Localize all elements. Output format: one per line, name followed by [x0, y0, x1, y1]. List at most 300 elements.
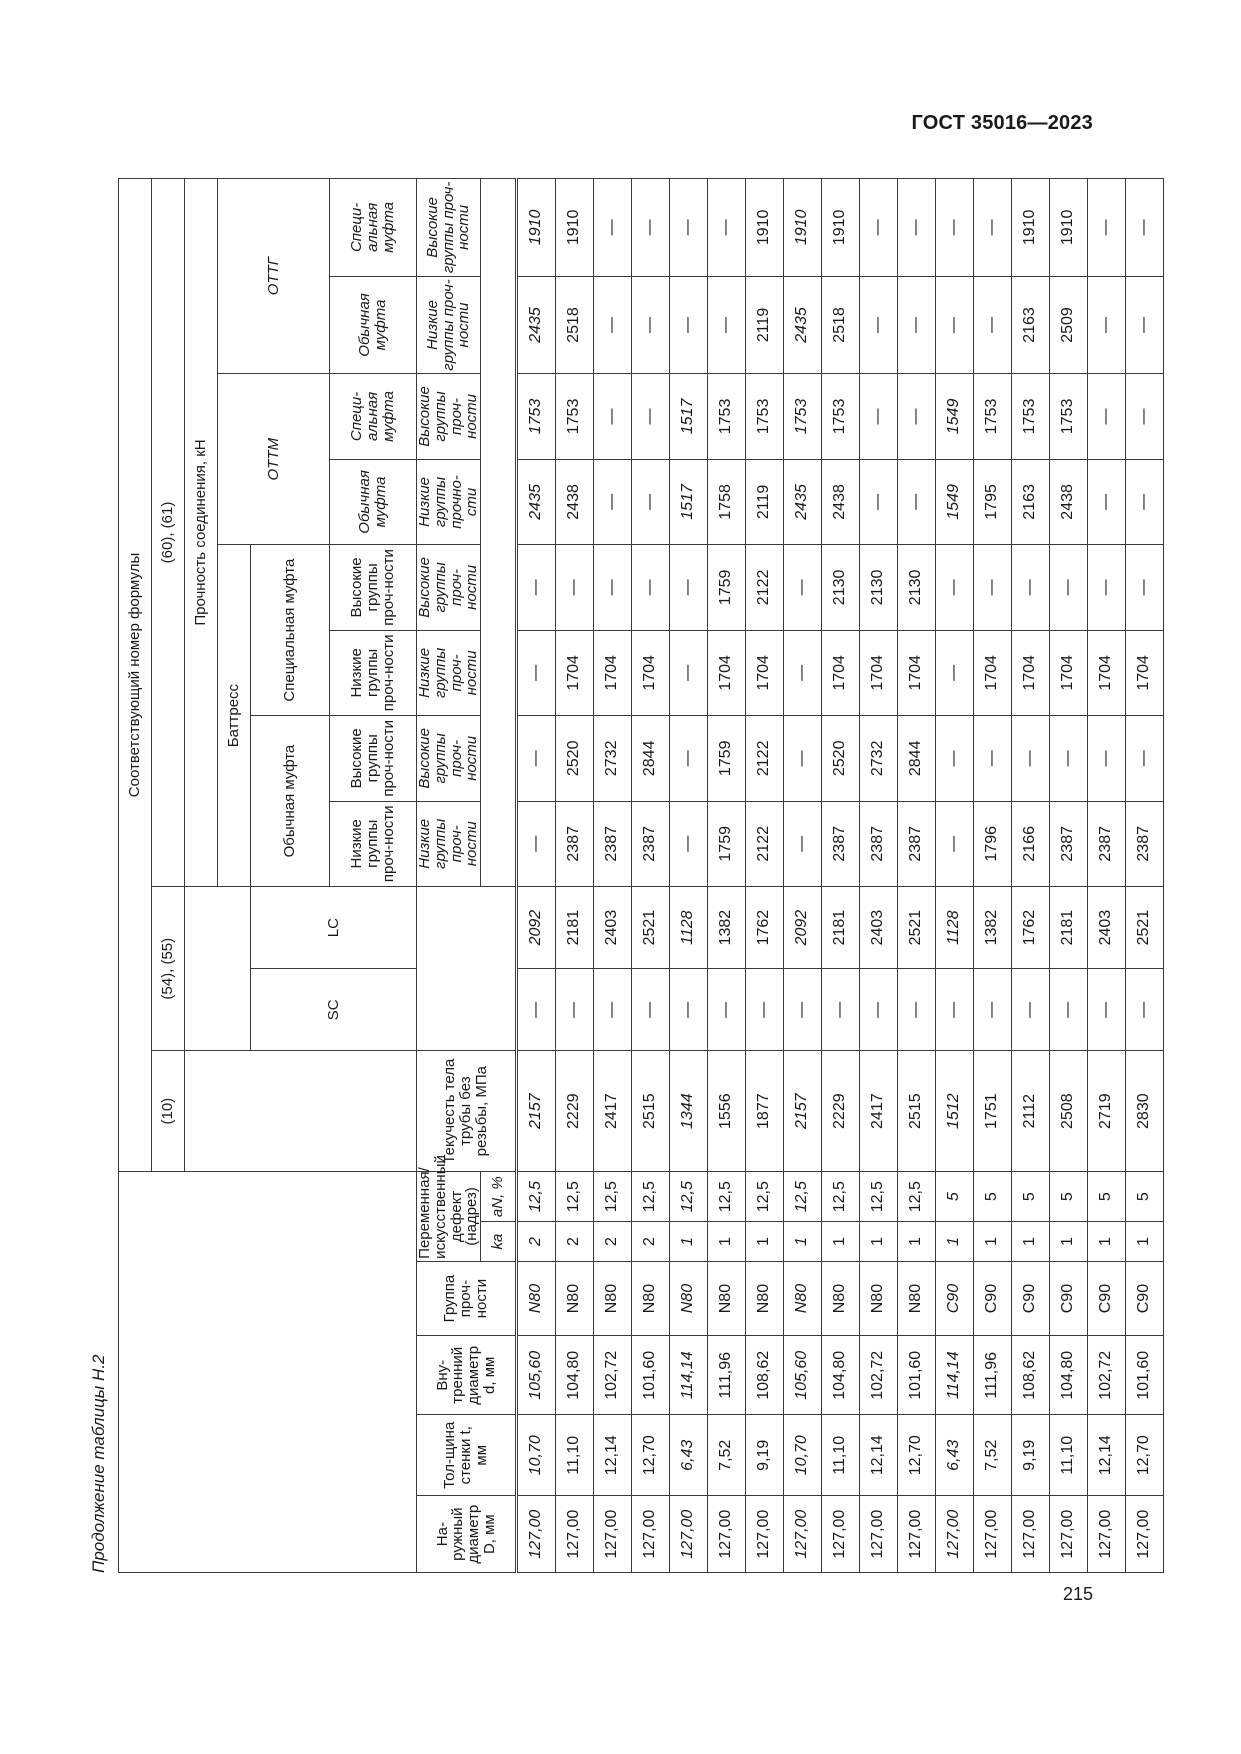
header-inner-diameter: Вну-тренний диаметр d, мм — [417, 1336, 517, 1415]
cell-D: 127,00 — [708, 1496, 746, 1573]
cell-lc: 1762 — [1012, 887, 1050, 969]
cell-group: C90 — [1088, 1261, 1126, 1336]
cell-d: 108,62 — [1012, 1336, 1050, 1415]
cell-sc: — — [822, 969, 860, 1051]
cell-t: 7,52 — [974, 1415, 1012, 1496]
cell-og-lo: — — [670, 276, 708, 374]
cell-an: 12,5 — [670, 1171, 708, 1221]
cell-br-lo: 2387 — [1088, 801, 1126, 886]
cell-bs-hi: — — [1126, 545, 1164, 630]
cell-om-hi: 1517 — [670, 374, 708, 459]
cell-lc: 1382 — [708, 887, 746, 969]
cell-lc: 2521 — [1126, 887, 1164, 969]
cell-an: 12,5 — [898, 1171, 936, 1221]
cell-an: 5 — [1012, 1171, 1050, 1221]
cell-ka: 1 — [708, 1222, 746, 1261]
cell-lc: 2092 — [517, 887, 556, 969]
cell-om-lo: 2163 — [1012, 459, 1050, 544]
cell-sc: — — [517, 969, 556, 1051]
header-yield: Текучесть тела трубы без резьбы, МПа — [417, 1051, 517, 1172]
cell-br-hi: — — [1050, 716, 1088, 801]
table-row — [1012, 179, 1050, 1573]
cell-sc: — — [936, 969, 974, 1051]
table-caption: Продолжение таблицы Н.2 — [89, 1354, 108, 1573]
table-row — [974, 179, 1012, 1573]
cell-bs-lo: 1704 — [1050, 630, 1088, 715]
header-values-gap — [481, 179, 517, 887]
cell-bs-lo: 1704 — [822, 630, 860, 715]
cell-lc: 1128 — [670, 887, 708, 969]
cell-og-lo: 2518 — [556, 276, 594, 374]
cell-an: 12,5 — [708, 1171, 746, 1221]
cell-og-hi: 1910 — [556, 179, 594, 277]
cell-og-lo: — — [1088, 276, 1126, 374]
cell-y: 2515 — [898, 1051, 936, 1172]
cell-br-hi: 2122 — [746, 716, 784, 801]
table-row — [746, 179, 784, 1573]
cell-D: 127,00 — [974, 1496, 1012, 1573]
header-ka: ka — [481, 1222, 517, 1261]
cell-br-lo: 2387 — [822, 801, 860, 886]
cell-an: 12,5 — [517, 1171, 556, 1221]
cell-om-lo: 2438 — [556, 459, 594, 544]
cell-d: 102,72 — [860, 1336, 898, 1415]
cell-br-hi: 2844 — [898, 716, 936, 801]
cell-d: 111,96 — [974, 1336, 1012, 1415]
cell-sc: — — [1012, 969, 1050, 1051]
header-bs-low: Низкие группы проч-ности — [330, 630, 417, 715]
cell-om-lo: 2438 — [1050, 459, 1088, 544]
header-bs-low-sub: Низкие группы проч-ности — [417, 630, 481, 715]
cell-og-lo: 2435 — [784, 276, 822, 374]
cell-D: 127,00 — [1050, 1496, 1088, 1573]
cell-lc: 2403 — [1088, 887, 1126, 969]
cell-an: 5 — [1088, 1171, 1126, 1221]
cell-group: N80 — [784, 1261, 822, 1336]
header-ottm: ОТТМ — [218, 374, 330, 545]
header-formula-60-61: (60), (61) — [152, 179, 185, 887]
cell-bs-hi: 2130 — [860, 545, 898, 630]
cell-br-lo: — — [936, 801, 974, 886]
cell-t: 12,14 — [860, 1415, 898, 1496]
header-joint-strength: Прочность соединения, кН — [185, 179, 218, 887]
cell-om-lo: 2435 — [784, 459, 822, 544]
cell-om-lo: — — [632, 459, 670, 544]
cell-D: 127,00 — [898, 1496, 936, 1573]
cell-y: 1751 — [974, 1051, 1012, 1172]
cell-og-hi: — — [1088, 179, 1126, 277]
table-row — [556, 179, 594, 1573]
cell-sc: — — [898, 969, 936, 1051]
cell-br-lo: — — [670, 801, 708, 886]
cell-og-lo: — — [594, 276, 632, 374]
table-row — [632, 179, 670, 1573]
cell-bs-lo: 1704 — [1088, 630, 1126, 715]
cell-y: 2830 — [1126, 1051, 1164, 1172]
cell-br-hi: — — [517, 716, 556, 801]
cell-bs-hi: — — [517, 545, 556, 630]
cell-lc: 2403 — [860, 887, 898, 969]
cell-t: 12,70 — [632, 1415, 670, 1496]
cell-br-hi: 2732 — [860, 716, 898, 801]
cell-D: 127,00 — [860, 1496, 898, 1573]
header-corner-blank — [119, 1171, 417, 1572]
header-og-high-sub: Высокие группы проч-ности — [417, 179, 481, 277]
table-row — [670, 179, 708, 1573]
cell-ka: 1 — [1012, 1222, 1050, 1261]
cell-an: 12,5 — [822, 1171, 860, 1221]
cell-om-hi: 1753 — [1012, 374, 1050, 459]
header-formula-10: (10) — [152, 1051, 185, 1172]
cell-sc: — — [1050, 969, 1088, 1051]
cell-og-lo: — — [898, 276, 936, 374]
cell-bs-hi: 2122 — [746, 545, 784, 630]
cell-t: 12,70 — [898, 1415, 936, 1496]
cell-ka: 1 — [936, 1222, 974, 1261]
cell-sc: — — [784, 969, 822, 1051]
cell-sc: — — [1126, 969, 1164, 1051]
cell-br-hi: — — [670, 716, 708, 801]
cell-t: 11,10 — [1050, 1415, 1088, 1496]
cell-bs-hi: — — [670, 545, 708, 630]
cell-D: 127,00 — [556, 1496, 594, 1573]
header-br-high: Высокие группы проч-ности — [330, 716, 417, 801]
cell-og-hi: 1910 — [746, 179, 784, 277]
header-ottg-regular: Обычная муфта — [330, 276, 417, 374]
cell-group: N80 — [822, 1261, 860, 1336]
table-row — [936, 179, 974, 1573]
cell-d: 101,60 — [632, 1336, 670, 1415]
cell-og-lo: 2518 — [822, 276, 860, 374]
cell-og-hi: 1910 — [784, 179, 822, 277]
cell-og-hi: 1910 — [822, 179, 860, 277]
cell-br-lo: 2387 — [556, 801, 594, 886]
cell-y: 1344 — [670, 1051, 708, 1172]
header-br-low: Низкие группы проч-ности — [330, 801, 417, 886]
cell-D: 127,00 — [936, 1496, 974, 1573]
cell-t: 10,70 — [517, 1415, 556, 1496]
header-wall-thickness: Тол-щина стенки t, мм — [417, 1415, 517, 1496]
cell-d: 104,80 — [1050, 1336, 1088, 1415]
cell-an: 12,5 — [556, 1171, 594, 1221]
cell-og-lo: 2509 — [1050, 276, 1088, 374]
cell-lc: 2521 — [898, 887, 936, 969]
cell-an: 12,5 — [860, 1171, 898, 1221]
cell-y: 2719 — [1088, 1051, 1126, 1172]
cell-d: 105,60 — [784, 1336, 822, 1415]
cell-y: 2229 — [556, 1051, 594, 1172]
cell-lc: 2403 — [594, 887, 632, 969]
cell-bs-lo: 1704 — [632, 630, 670, 715]
cell-og-hi: — — [708, 179, 746, 277]
page-number: 215 — [1062, 1584, 1093, 1604]
header-an: aN, % — [481, 1171, 517, 1221]
header-buttress-special: Специальная муфта — [251, 545, 330, 716]
cell-og-lo: 2119 — [746, 276, 784, 374]
cell-om-lo: — — [594, 459, 632, 544]
cell-om-hi: 1753 — [784, 374, 822, 459]
table-row — [1126, 179, 1164, 1573]
cell-br-lo: 2387 — [860, 801, 898, 886]
cell-om-lo: 1758 — [708, 459, 746, 544]
cell-om-hi: 1549 — [936, 374, 974, 459]
table-row — [860, 179, 898, 1573]
document-header: ГОСТ 35016—2023 — [911, 112, 1093, 134]
cell-y: 1877 — [746, 1051, 784, 1172]
header-yield-blank — [185, 1051, 417, 1172]
cell-d: 105,60 — [517, 1336, 556, 1415]
cell-og-lo: — — [974, 276, 1012, 374]
cell-group: C90 — [1126, 1261, 1164, 1336]
header-lc: LC — [251, 887, 417, 969]
cell-sc: — — [746, 969, 784, 1051]
cell-t: 6,43 — [936, 1415, 974, 1496]
cell-ka: 1 — [746, 1222, 784, 1261]
cell-ka: 1 — [1126, 1222, 1164, 1261]
cell-d: 114,14 — [936, 1336, 974, 1415]
header-om-high-sub: Высокие группы проч-ности — [417, 374, 481, 459]
cell-bs-lo: 1704 — [594, 630, 632, 715]
cell-ka: 2 — [632, 1222, 670, 1261]
cell-bs-hi: — — [594, 545, 632, 630]
cell-lc: 2181 — [822, 887, 860, 969]
cell-an: 5 — [974, 1171, 1012, 1221]
cell-og-lo: 2163 — [1012, 276, 1050, 374]
cell-bs-lo: 1704 — [1126, 630, 1164, 715]
cell-t: 7,52 — [708, 1415, 746, 1496]
header-sc-lc-blank — [185, 887, 251, 1051]
header-ottm-regular: Обычная муфта — [330, 459, 417, 544]
cell-ka: 2 — [594, 1222, 632, 1261]
cell-group: N80 — [594, 1261, 632, 1336]
cell-om-hi: 1753 — [1050, 374, 1088, 459]
cell-t: 12,70 — [1126, 1415, 1164, 1496]
cell-br-hi: — — [1126, 716, 1164, 801]
cell-og-hi: — — [898, 179, 936, 277]
cell-D: 127,00 — [822, 1496, 860, 1573]
cell-bs-hi: — — [974, 545, 1012, 630]
cell-y: 2157 — [517, 1051, 556, 1172]
cell-t: 9,19 — [746, 1415, 784, 1496]
cell-om-hi: 1753 — [974, 374, 1012, 459]
cell-bs-lo: 1704 — [1012, 630, 1050, 715]
cell-ka: 1 — [974, 1222, 1012, 1261]
cell-bs-hi: — — [1050, 545, 1088, 630]
cell-lc: 1382 — [974, 887, 1012, 969]
cell-ka: 1 — [822, 1222, 860, 1261]
header-bs-high-sub: Высокие группы проч-ности — [417, 545, 481, 630]
table-row — [594, 179, 632, 1573]
cell-y: 2157 — [784, 1051, 822, 1172]
cell-ka: 1 — [898, 1222, 936, 1261]
table-body — [517, 179, 1164, 1573]
cell-br-lo: 2387 — [898, 801, 936, 886]
table-row — [1050, 179, 1088, 1573]
cell-og-hi: — — [632, 179, 670, 277]
cell-t: 11,10 — [556, 1415, 594, 1496]
cell-br-hi: 2520 — [556, 716, 594, 801]
cell-ka: 2 — [517, 1222, 556, 1261]
cell-sc: — — [974, 969, 1012, 1051]
cell-bs-hi: 1759 — [708, 545, 746, 630]
cell-D: 127,00 — [632, 1496, 670, 1573]
cell-br-hi: 2520 — [822, 716, 860, 801]
cell-om-lo: — — [860, 459, 898, 544]
cell-om-hi: 1753 — [746, 374, 784, 459]
cell-y: 1556 — [708, 1051, 746, 1172]
cell-an: 12,5 — [594, 1171, 632, 1221]
cell-d: 101,60 — [898, 1336, 936, 1415]
cell-sc: — — [670, 969, 708, 1051]
cell-t: 12,14 — [1088, 1415, 1126, 1496]
header-defect: Переменная/ искусственный дефект (надрез) — [417, 1171, 481, 1261]
cell-group: C90 — [1050, 1261, 1088, 1336]
cell-og-hi: — — [1126, 179, 1164, 277]
cell-om-hi: — — [594, 374, 632, 459]
cell-br-hi: — — [1012, 716, 1050, 801]
cell-br-hi: 2732 — [594, 716, 632, 801]
cell-og-hi: — — [936, 179, 974, 277]
table-row — [822, 179, 860, 1573]
cell-br-hi: — — [936, 716, 974, 801]
cell-y: 2515 — [632, 1051, 670, 1172]
cell-group: N80 — [746, 1261, 784, 1336]
cell-om-hi: 1753 — [822, 374, 860, 459]
cell-ka: 1 — [784, 1222, 822, 1261]
header-buttress: Баттресс — [218, 545, 251, 887]
cell-bs-hi: — — [556, 545, 594, 630]
cell-y: 2112 — [1012, 1051, 1050, 1172]
table-row — [784, 179, 822, 1573]
table-row — [708, 179, 746, 1573]
table-row — [517, 179, 556, 1573]
cell-d: 104,80 — [822, 1336, 860, 1415]
cell-om-lo: 2435 — [517, 459, 556, 544]
cell-ka: 1 — [670, 1222, 708, 1261]
cell-lc: 1128 — [936, 887, 974, 969]
cell-bs-hi: — — [632, 545, 670, 630]
cell-t: 9,19 — [1012, 1415, 1050, 1496]
cell-lc: 2521 — [632, 887, 670, 969]
cell-y: 2417 — [860, 1051, 898, 1172]
header-formula-54-55: (54), (55) — [152, 887, 185, 1051]
cell-og-hi: — — [594, 179, 632, 277]
cell-D: 127,00 — [784, 1496, 822, 1573]
cell-an: 12,5 — [632, 1171, 670, 1221]
cell-og-lo: — — [936, 276, 974, 374]
cell-d: 111,96 — [708, 1336, 746, 1415]
cell-br-lo: 2122 — [746, 801, 784, 886]
header-strength-group: Группа проч-ности — [417, 1261, 517, 1336]
header-og-low-sub: Низкие группы проч-ности — [417, 276, 481, 374]
cell-br-lo: 2387 — [632, 801, 670, 886]
cell-om-hi: — — [860, 374, 898, 459]
cell-D: 127,00 — [1088, 1496, 1126, 1573]
cell-D: 127,00 — [670, 1496, 708, 1573]
cell-group: C90 — [1012, 1261, 1050, 1336]
cell-an: 5 — [1126, 1171, 1164, 1221]
cell-bs-hi: — — [784, 545, 822, 630]
cell-sc: — — [556, 969, 594, 1051]
header-sc: SC — [251, 969, 417, 1051]
cell-og-lo: 2435 — [517, 276, 556, 374]
data-table — [118, 178, 1164, 1573]
cell-sc: — — [708, 969, 746, 1051]
cell-om-lo: 2438 — [822, 459, 860, 544]
cell-om-hi: — — [898, 374, 936, 459]
cell-om-lo: 2119 — [746, 459, 784, 544]
cell-br-lo: 2387 — [594, 801, 632, 886]
cell-om-hi: 1753 — [708, 374, 746, 459]
cell-og-hi: — — [974, 179, 1012, 277]
header-ottg-special: Специ-альная муфта — [330, 179, 417, 277]
header-bs-high: Высокие группы проч-ности — [330, 545, 417, 630]
cell-br-hi: 2844 — [632, 716, 670, 801]
cell-om-lo: 1517 — [670, 459, 708, 544]
cell-sc: — — [632, 969, 670, 1051]
cell-d: 114,14 — [670, 1336, 708, 1415]
cell-D: 127,00 — [517, 1496, 556, 1573]
cell-bs-lo: — — [670, 630, 708, 715]
cell-og-hi: — — [860, 179, 898, 277]
cell-br-lo: 2166 — [1012, 801, 1050, 886]
table-row — [898, 179, 936, 1573]
cell-og-lo: — — [708, 276, 746, 374]
cell-ka: 1 — [1088, 1222, 1126, 1261]
cell-og-hi: 1910 — [517, 179, 556, 277]
cell-og-hi: 1910 — [1050, 179, 1088, 277]
cell-an: 5 — [936, 1171, 974, 1221]
cell-bs-lo: — — [784, 630, 822, 715]
cell-br-hi: — — [974, 716, 1012, 801]
cell-an: 12,5 — [746, 1171, 784, 1221]
cell-sc: — — [594, 969, 632, 1051]
cell-d: 102,72 — [1088, 1336, 1126, 1415]
cell-group: C90 — [936, 1261, 974, 1336]
cell-br-lo: — — [784, 801, 822, 886]
cell-om-hi: — — [1126, 374, 1164, 459]
cell-lc: 1762 — [746, 887, 784, 969]
cell-ka: 2 — [556, 1222, 594, 1261]
header-ottm-special: Специ-альная муфта — [330, 374, 417, 459]
cell-group: N80 — [517, 1261, 556, 1336]
cell-group: N80 — [898, 1261, 936, 1336]
cell-om-lo: — — [1126, 459, 1164, 544]
cell-group: N80 — [556, 1261, 594, 1336]
cell-br-hi: — — [1088, 716, 1126, 801]
cell-bs-hi: 2130 — [898, 545, 936, 630]
cell-om-hi: — — [632, 374, 670, 459]
header-om-low-sub: Низкие группы прочно-сти — [417, 459, 481, 544]
cell-y: 2508 — [1050, 1051, 1088, 1172]
cell-d: 108,62 — [746, 1336, 784, 1415]
cell-og-hi: — — [670, 179, 708, 277]
cell-group: C90 — [974, 1261, 1012, 1336]
cell-bs-lo: 1704 — [708, 630, 746, 715]
cell-ka: 1 — [860, 1222, 898, 1261]
cell-br-hi: 1759 — [708, 716, 746, 801]
cell-br-lo: 1759 — [708, 801, 746, 886]
cell-bs-hi: — — [1012, 545, 1050, 630]
cell-bs-lo: 1704 — [556, 630, 594, 715]
cell-an: 12,5 — [784, 1171, 822, 1221]
cell-group: N80 — [670, 1261, 708, 1336]
cell-t: 11,10 — [822, 1415, 860, 1496]
cell-group: N80 — [860, 1261, 898, 1336]
table-row — [1088, 179, 1126, 1573]
cell-sc: — — [1088, 969, 1126, 1051]
cell-t: 12,14 — [594, 1415, 632, 1496]
